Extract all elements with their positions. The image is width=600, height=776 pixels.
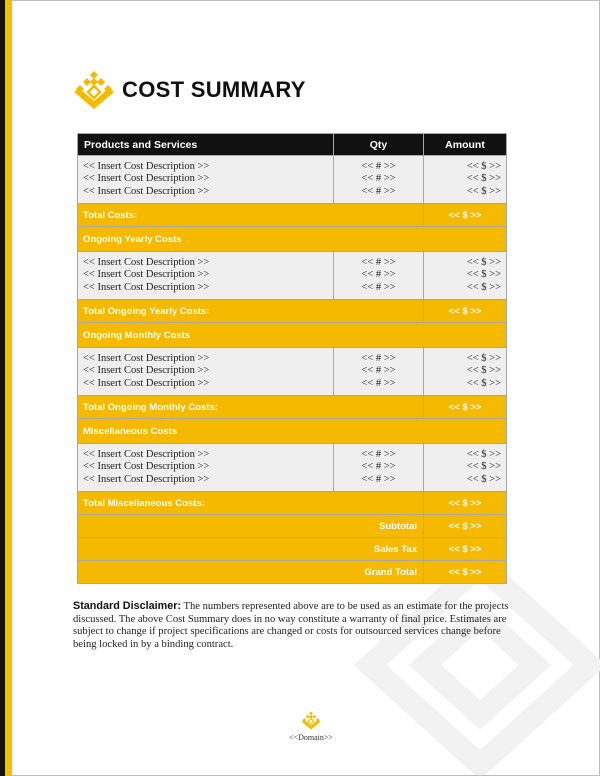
sales-tax-row (78, 538, 507, 561)
qty-line: << # >> (361, 365, 396, 377)
qty-line: << # >> (361, 448, 396, 460)
section-heading-row (78, 323, 507, 348)
amount-cell[interactable] (424, 156, 507, 204)
amount-line: << $ >> (466, 473, 501, 485)
amount-line: << $ >> (466, 173, 501, 185)
side-stripe-yellow (5, 0, 12, 776)
sales-tax-label: Sales Tax (78, 538, 424, 561)
total-misc-label: Total Miscellaneous Costs: (78, 492, 424, 515)
watermark-logo-icon (330, 555, 600, 775)
total-misc-amount[interactable]: << $ >> (424, 492, 507, 515)
sales-tax-amount[interactable]: << $ >> (424, 538, 507, 561)
qty-line: << # >> (361, 473, 396, 485)
cost-summary-table (77, 133, 507, 584)
total-misc-row (78, 492, 507, 515)
item-row (78, 252, 507, 300)
description-line: << Insert Cost Description >> (83, 352, 210, 364)
item-row (78, 444, 507, 492)
grand-total-label: Grand Total (78, 561, 424, 584)
grand-total-row (78, 561, 507, 584)
disclaimer-lead: Standard Disclaimer: (73, 600, 182, 612)
amount-line: << $ >> (466, 281, 501, 293)
qty-cell[interactable] (334, 444, 424, 492)
disclaimer-body: The numbers represented above are to be used as an estimate for the projects discussed. The above Cost Summary does in no way constitute a warranty of final price. Estimates are subject to change if project specifications are changed or costs for outsourced services change before being locked in by a binding contract. (73, 601, 509, 650)
subtotal-label: Subtotal (78, 515, 424, 538)
description-line: << Insert Cost Description >> (83, 377, 210, 389)
description-line: << Insert Cost Description >> (83, 473, 210, 485)
description-cell[interactable] (78, 444, 334, 492)
qty-line: << # >> (361, 256, 396, 268)
amount-line: << $ >> (466, 448, 501, 460)
qty-cell[interactable] (334, 348, 424, 396)
amount-line: << $ >> (466, 461, 501, 473)
description-line: << Insert Cost Description >> (83, 160, 210, 172)
qty-line: << # >> (361, 377, 396, 389)
description-line: << Insert Cost Description >> (83, 448, 210, 460)
column-header-qty: Qty (334, 134, 424, 156)
grand-total-amount[interactable]: << $ >> (424, 561, 507, 584)
item-row (78, 156, 507, 204)
item-row (78, 348, 507, 396)
column-header-amount: Amount (424, 134, 507, 156)
amount-cell[interactable] (424, 252, 507, 300)
amount-line: << $ >> (466, 256, 501, 268)
table-header-row (78, 134, 507, 156)
qty-line: << # >> (361, 269, 396, 281)
description-line: << Insert Cost Description >> (83, 461, 210, 473)
qty-cell[interactable] (334, 252, 424, 300)
qty-line: << # >> (361, 281, 396, 293)
amount-cell[interactable] (424, 348, 507, 396)
amount-line: << $ >> (466, 269, 501, 281)
column-header-products: Products and Services (78, 134, 334, 156)
subtotal-row (78, 515, 507, 538)
qty-cell[interactable] (334, 156, 424, 204)
footer-domain: <<Domain>> (289, 733, 333, 742)
amount-line: << $ >> (466, 185, 501, 197)
description-cell[interactable] (78, 156, 334, 204)
total-costs-row (78, 204, 507, 227)
amount-line: << $ >> (466, 365, 501, 377)
description-line: << Insert Cost Description >> (83, 256, 210, 268)
total-yearly-label: Total Ongoing Yearly Costs: (78, 300, 424, 323)
amount-line: << $ >> (466, 352, 501, 364)
qty-line: << # >> (361, 160, 396, 172)
subtotal-amount[interactable]: << $ >> (424, 515, 507, 538)
footer-logo-icon (301, 711, 321, 730)
description-line: << Insert Cost Description >> (83, 365, 210, 377)
description-cell[interactable] (78, 348, 334, 396)
section-heading-monthly: Ongoing Monthly Costs (78, 323, 507, 348)
total-costs-label: Total Costs: (78, 204, 424, 227)
qty-line: << # >> (361, 173, 396, 185)
total-monthly-label: Total Ongoing Monthly Costs: (78, 396, 424, 419)
brand-logo-icon (73, 70, 115, 110)
total-yearly-amount[interactable]: << $ >> (424, 300, 507, 323)
description-line: << Insert Cost Description >> (83, 281, 210, 293)
amount-line: << $ >> (466, 377, 501, 389)
qty-line: << # >> (361, 352, 396, 364)
section-heading-misc: Miscellaneous Costs (78, 419, 507, 444)
description-line: << Insert Cost Description >> (83, 173, 210, 185)
amount-cell[interactable] (424, 444, 507, 492)
page-title: COST SUMMARY (122, 77, 306, 102)
disclaimer-paragraph (73, 600, 518, 651)
total-monthly-row (78, 396, 507, 419)
page-header (73, 70, 306, 110)
qty-line: << # >> (361, 185, 396, 197)
total-yearly-row (78, 300, 507, 323)
section-heading-yearly: Ongoing Yearly Costs (78, 227, 507, 252)
description-line: << Insert Cost Description >> (83, 269, 210, 281)
section-heading-row (78, 419, 507, 444)
total-monthly-amount[interactable]: << $ >> (424, 396, 507, 419)
amount-line: << $ >> (466, 160, 501, 172)
qty-line: << # >> (361, 461, 396, 473)
total-costs-amount[interactable]: << $ >> (424, 204, 507, 227)
description-cell[interactable] (78, 252, 334, 300)
section-heading-row (78, 227, 507, 252)
description-line: << Insert Cost Description >> (83, 185, 210, 197)
